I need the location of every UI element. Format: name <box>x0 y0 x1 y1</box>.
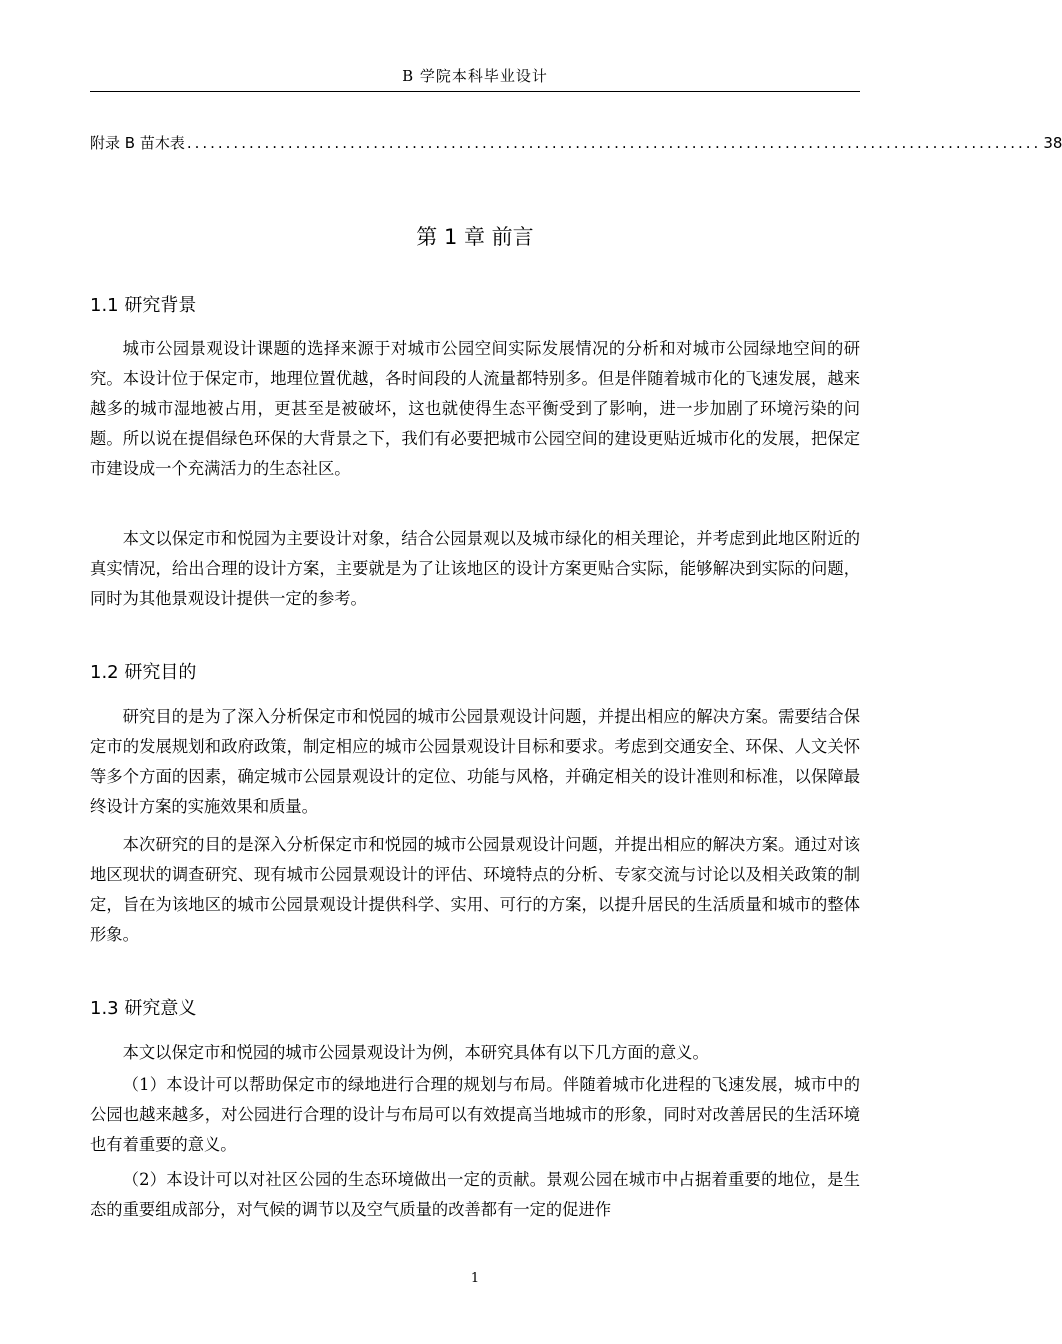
paragraph: 本文以保定市和悦园的城市公园景观设计为例，本研究具体有以下几方面的意义。 <box>122 1043 709 1062</box>
header-divider <box>90 91 860 92</box>
section-title-background: 1.1 研究背景 <box>90 295 197 316</box>
section-title-significance: 1.3 研究意义 <box>90 998 197 1019</box>
toc-leader-dots: .............................................................................................................. <box>186 134 1042 152</box>
toc-page-number: 38 <box>1043 134 1062 152</box>
paragraph: 研究目的是为了深入分析保定市和悦园的城市公园景观设计问题，并提出相应的解决方案。需要结合保定市的发展规划和政府政策，制定相应的城市公园景观设计目标和要求。考虑到交通安全、环保、人文关怀等多个方面的因素，确定城市公园景观设计的定位、功能与风格，并确定相关的设计准则和标准，以保障最终设计方案的实施效果和质量。 <box>90 707 860 816</box>
toc-entry-appendix-b[interactable] <box>90 132 1062 154</box>
paragraph: 城市公园景观设计课题的选择来源于对城市公园空间实际发展情况的分析和对城市公园绿地空间的研究。本设计位于保定市，地理位置优越，各时间段的人流量都特别多。但是伴随着城市化的飞速发展，越来越多的城市湿地被占用，更甚至是被破坏，这也就使得生态平衡受到了影响，进一步加剧了环境污染的问题。所以说在提倡绿色环保的大背景之下，我们有必要把城市公园空间的建设更贴近城市化的发展，把保定市建设成一个充满活力的生态社区。 <box>90 339 860 478</box>
page-number: 1 <box>470 1271 480 1286</box>
paragraph: （2）本设计可以对社区公园的生态环境做出一定的贡献。景观公园在城市中占据着重要的地位，是生态的重要组成部分，对气候的调节以及空气质量的改善都有一定的促进作 <box>90 1170 860 1219</box>
paragraph: （1）本设计可以帮助保定市的绿地进行合理的规划与布局。伴随着城市化进程的飞速发展，城市中的公园也越来越多，对公园进行合理的设计与布局可以有效提高当地城市的形象，同时对改善居民的生活环境也有着重要的意义。 <box>90 1075 860 1154</box>
page-header: B 学院本科毕业设计 <box>402 67 548 85</box>
paragraph: 本文以保定市和悦园为主要设计对象，结合公园景观以及城市绿化的相关理论，并考虑到此地区附近的真实情况，给出合理的设计方案，主要就是为了让该地区的设计方案更贴合实际，能够解决到实际的问题，同时为其他景观设计提供一定的参考。 <box>90 529 860 608</box>
toc-entry-label: 附录 B 苗木表 <box>90 134 185 152</box>
chapter-title: 第 1 章 前言 <box>416 225 534 249</box>
section-title-purpose: 1.2 研究目的 <box>90 662 197 683</box>
paragraph: 本次研究的目的是深入分析保定市和悦园的城市公园景观设计问题，并提出相应的解决方案。通过对该地区现状的调查研究、现有城市公园景观设计的评估、环境特点的分析、专家交流与讨论以及相关政策的制定，旨在为该地区的城市公园景观设计提供科学、实用、可行的方案，以提升居民的生活质量和城市的整体形象。 <box>90 835 860 944</box>
